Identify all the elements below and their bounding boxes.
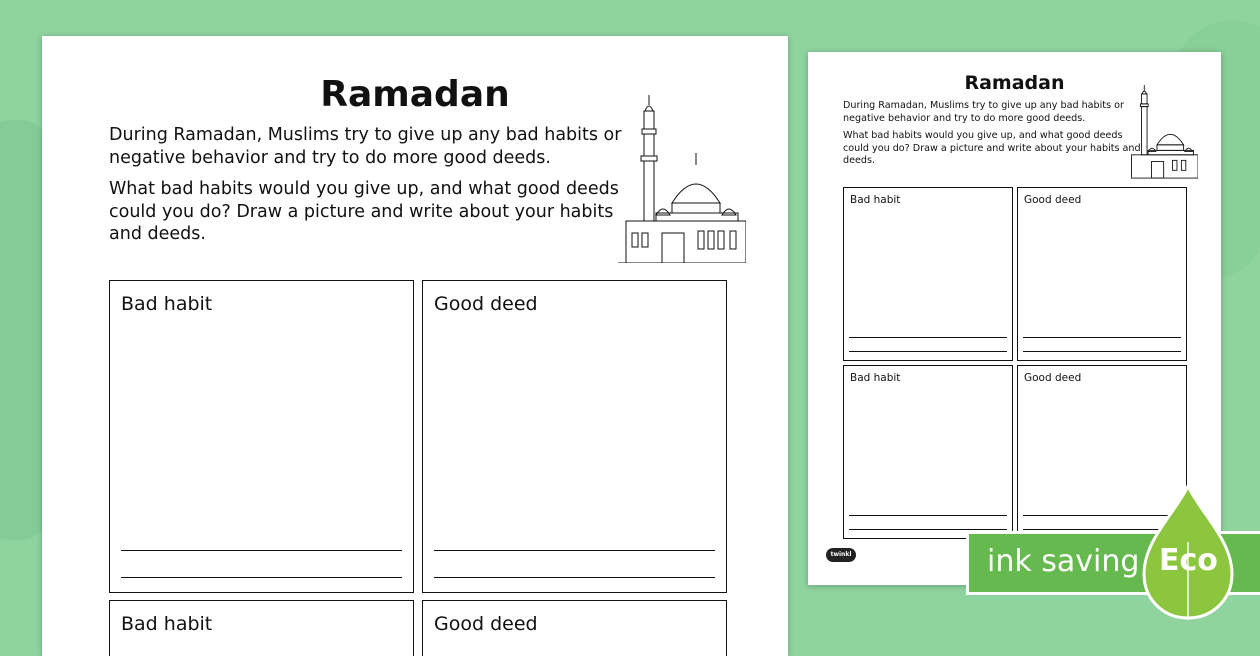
twinkl-logo: twinkl bbox=[826, 548, 856, 562]
box-label: Bad habit bbox=[850, 372, 901, 384]
box-label: Good deed bbox=[1024, 372, 1082, 384]
box-label: Good deed bbox=[434, 293, 538, 315]
bad-habit-box bbox=[843, 365, 1013, 539]
writing-line bbox=[849, 515, 1007, 516]
worksheet-large bbox=[42, 36, 788, 656]
mosque-illustration bbox=[616, 93, 746, 263]
box-label: Bad habit bbox=[121, 613, 213, 635]
writing-line bbox=[121, 550, 402, 551]
instruction-paragraph: What bad habits would you give up, and what good deeds could you do? Draw a picture and write about your habits and deeds. bbox=[843, 130, 1141, 166]
box-label: Bad habit bbox=[121, 293, 213, 315]
writing-line bbox=[1023, 351, 1181, 352]
writing-line bbox=[1023, 337, 1181, 338]
worksheet-title: Ramadan bbox=[320, 74, 510, 115]
intro-paragraph: During Ramadan, Muslims try to give up any bad habits or negative behavior and try to do more good deeds. bbox=[109, 125, 622, 168]
writing-line bbox=[849, 351, 1007, 352]
mosque-illustration bbox=[1126, 82, 1198, 180]
writing-line bbox=[849, 529, 1007, 530]
box-label: Good deed bbox=[434, 613, 538, 635]
good-deed-box bbox=[422, 280, 727, 593]
intro-paragraph: During Ramadan, Muslims try to give up any bad habits or negative behavior and try to do more good deeds. bbox=[843, 100, 1124, 124]
writing-line bbox=[434, 550, 715, 551]
bad-habit-box bbox=[109, 280, 414, 593]
box-label: Good deed bbox=[1024, 194, 1082, 206]
eco-label: Eco bbox=[1159, 543, 1218, 578]
box-label: Bad habit bbox=[850, 194, 901, 206]
writing-line bbox=[849, 337, 1007, 338]
good-deed-box bbox=[1017, 187, 1187, 361]
writing-line bbox=[121, 577, 402, 578]
worksheet-title: Ramadan bbox=[964, 72, 1065, 94]
ink-saving-label: ink saving bbox=[987, 544, 1140, 579]
instruction-paragraph: What bad habits would you give up, and what good deeds could you do? Draw a picture and write about your habits and deeds. bbox=[109, 179, 619, 244]
bad-habit-box bbox=[109, 600, 414, 656]
good-deed-box bbox=[422, 600, 727, 656]
bad-habit-box bbox=[843, 187, 1013, 361]
writing-line bbox=[434, 577, 715, 578]
